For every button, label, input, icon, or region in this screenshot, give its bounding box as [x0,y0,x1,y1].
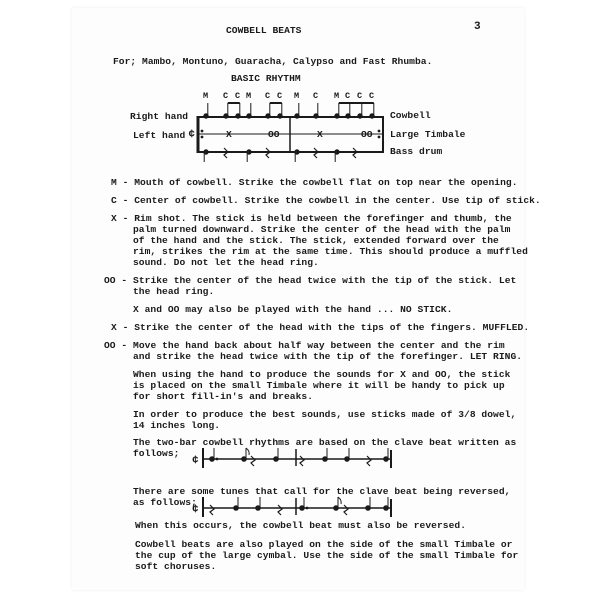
paragraph-line: follows; [133,448,180,459]
svg-text:C: C [223,91,229,101]
paragraph-line: Cowbell beats are also played on the side of the small Timbale or [135,539,513,550]
paragraph-line: In order to produce the best sounds, use sticks made of 3/8 dowel, [133,409,517,420]
paragraph-line: the cup of the large cymbal. Use the side of the small Timbale for [135,550,519,561]
paragraph-line: There are some tunes that call for the clave beat being reversed, [133,486,511,497]
timbale-mark: X [226,129,232,140]
paragraph-line: When using the hand to produce the sounds for X and OO, the stick [133,369,511,380]
timbale-mark: X [317,129,323,140]
page-number: 3 [474,21,481,33]
svg-text:C: C [345,91,351,101]
hand-key-oo: OO - Move the hand back about half way between the center and the rim [104,340,505,351]
legend-line: the head ring. [133,286,215,297]
timbale-mark: OO [268,129,280,140]
legend-line: sound. Do not let the head ring. [133,257,319,268]
svg-text:C: C [265,91,271,101]
section-heading: BASIC RHYTHM [231,73,301,84]
svg-text:C: C [369,91,375,101]
paragraph-line: 14 inches long. [133,420,221,431]
legend-key-oo: OO - Strike the center of the head twice with the tip of the stick. Let [104,275,517,286]
timbale-mark: OO [361,129,373,140]
cowbell-label: Cowbell [390,110,431,121]
subtitle: For; Mambo, Montuno, Guaracha, Calypso and Fast Rhumba. [113,56,433,67]
paragraph-line: for short fill-in's and breaks. [133,391,314,402]
paragraph-line: as follows; [133,497,197,508]
legend-key-m: M - Mouth of cowbell. Strike the cowbell flat on top near the opening. [111,177,518,188]
svg-text:C: C [277,91,283,101]
page-title: COWBELL BEATS [226,25,302,36]
cut-time-icon: ¢ [192,455,199,467]
svg-text:M: M [294,91,300,101]
legend-line: rim, strikes the rim at the same time. This should produce a muffled [133,246,528,257]
legend-key-x: X - Rim shot. The stick is held between the forefinger and thumb, the [111,213,512,224]
paragraph-line: is placed on the small Timbale where it will be handy to pick up [133,380,505,391]
paragraph-line: The two-bar cowbell rhythms are based on the clave beat written as [133,437,517,448]
svg-text:C: C [357,91,363,101]
legend-line: palm turned downward. Strike the center of the head with the palm [133,224,511,235]
left-hand-label: Left hand [133,130,186,141]
paragraph-line: soft choruses. [135,561,217,572]
legend-key-c: C - Center of cowbell. Strike the cowbell in the center. Use tip of stick. [111,195,541,206]
svg-text:C: C [313,91,319,101]
hand-key-x: X - Strike the center of the head with the tips of the fingers. MUFFLED. [111,322,530,333]
legend-line: and strike the head twice with the tip of the forefinger. LET RING. [133,351,523,362]
legend-line: of the hand and the stick. The stick, extended forward over the [133,235,499,246]
cut-time-icon: ¢ [188,129,195,141]
paragraph-line: When this occurs, the cowbell beat must also be reversed. [135,520,467,531]
svg-text:M: M [246,91,252,101]
svg-text:C: C [235,91,241,101]
large-timbale-label: Large Timbale [390,129,466,140]
right-hand-label: Right hand [130,111,189,122]
bass-drum-label: Bass drum [390,146,443,157]
cut-time-icon: ¢ [192,504,199,516]
svg-text:M: M [334,91,340,101]
svg-text:M: M [203,91,209,101]
no-stick-note: X and OO may also be played with the hand ... NO STICK. [133,304,453,315]
